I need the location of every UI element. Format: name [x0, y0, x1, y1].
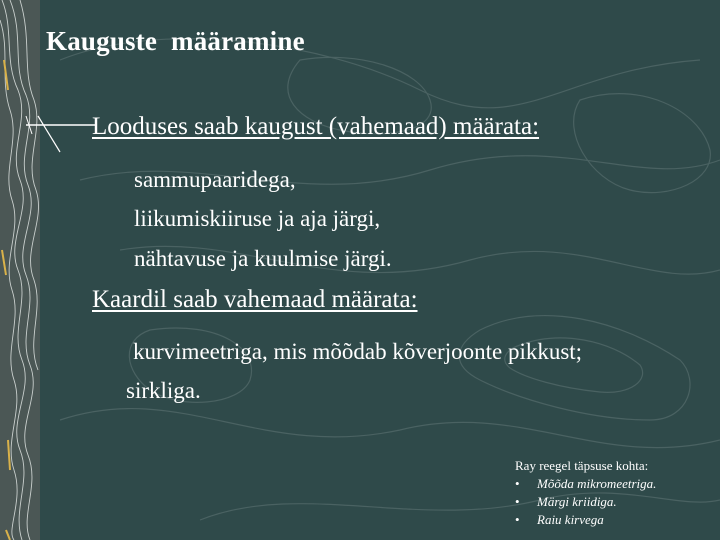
note-list-item — [515, 511, 656, 529]
note-item-text: Raiu kirvega — [537, 512, 604, 527]
note-list — [515, 475, 656, 529]
nature-method-item: nähtavuse ja kuulmise järgi. — [134, 246, 392, 271]
ray-rule-note — [515, 457, 656, 529]
nature-method-item: sammupaaridega, — [134, 167, 296, 192]
bullet-icon: • — [515, 476, 520, 491]
slide-title: Kauguste määramine — [46, 26, 305, 56]
note-item-text: Mõõda mikromeetriga. — [537, 476, 657, 491]
nature-method-item: liikumiskiiruse ja aja järgi, — [134, 206, 381, 231]
map-method-item: kurvimeetriga, mis mõõdab kõverjoonte pikkust; — [133, 339, 583, 364]
note-item-text: Märgi kriidiga. — [537, 494, 617, 509]
bullet-icon: • — [515, 494, 520, 509]
map-method-item: sirkliga. — [126, 378, 201, 403]
map-strip — [0, 0, 48, 540]
section-heading-nature: Looduses saab kaugust (vahemaad) määrata: — [92, 113, 540, 140]
section-heading-map: Kaardil saab vahemaad määrata: — [92, 286, 418, 313]
note-list-item — [515, 493, 656, 511]
bullet-icon: • — [515, 512, 520, 527]
compass-arrow-icon — [18, 112, 98, 162]
note-list-item — [515, 475, 656, 493]
note-title: Ray reegel täpsuse kohta: — [515, 458, 649, 473]
